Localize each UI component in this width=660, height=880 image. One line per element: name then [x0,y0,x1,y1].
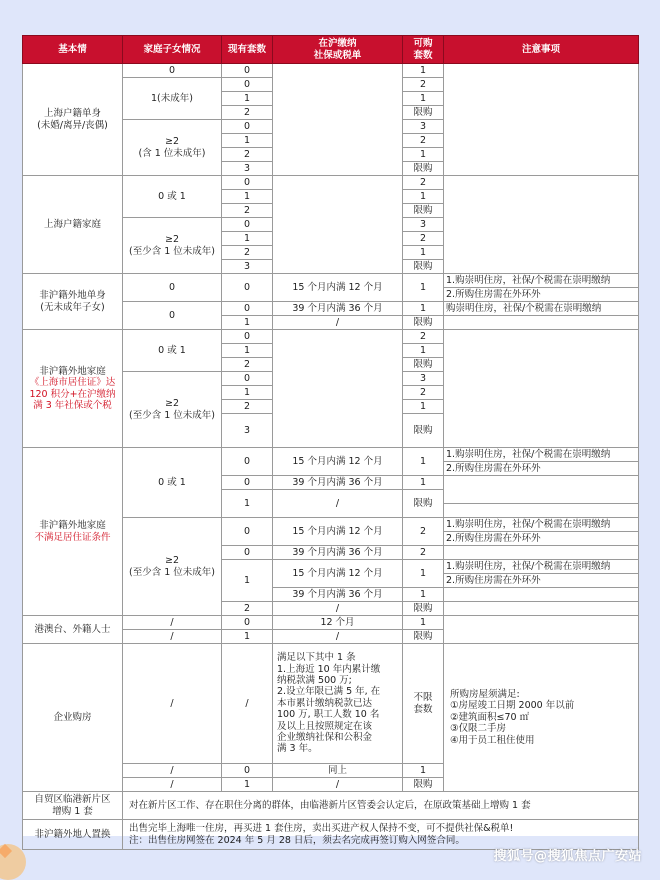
owned-cell: 1 [222,560,273,602]
table-row [23,274,639,288]
children-cell: ≥2 (含 1 位未成年) [123,120,222,176]
allow-cell: 1 [403,400,444,414]
allow-cell: 限购 [403,260,444,274]
allow-cell: 1 [403,616,444,630]
allow-cell: 2 [403,518,444,546]
notes-cell: 1.购崇明住房，社保/个税需在崇明缴纳 [444,274,639,288]
table-row [23,330,639,344]
allow-cell: 限购 [403,630,444,644]
social-cell-empty [273,64,403,176]
header-basic: 基本情 [23,36,123,64]
owned-cell: 1 [222,344,273,358]
owned-cell: 2 [222,602,273,616]
social-cell: 15 个月内满 12 个月 [273,560,403,588]
section-hk-foreign: 港澳台、外籍人士 [23,616,123,644]
notes-cell: 1.购崇明住房，社保/个税需在崇明缴纳 [444,448,639,462]
allow-cell: 1 [403,274,444,302]
section-sh-family: 上海户籍家庭 [23,176,123,274]
allow-cell: 1 [403,190,444,204]
owned-cell: 2 [222,400,273,414]
allow-cell: 1 [403,476,444,490]
social-cell: / [273,778,403,792]
owned-cell: 0 [222,176,273,190]
owned-cell: 0 [222,64,273,78]
children-cell: 0 或 1 [123,176,222,218]
owned-cell: 2 [222,246,273,260]
table-header [23,36,639,64]
allow-cell: 1 [403,246,444,260]
section-swap: 非沪籍外地人置换 [23,820,123,850]
allow-cell: 1 [403,448,444,476]
owned-cell: 0 [222,448,273,476]
social-cell-empty [273,330,403,448]
section-nonlocal-family-permit: 非沪籍外地家庭 《上海市居住证》达 120 积分+在沪缴纳 满 3 年社保或个税 [23,330,123,448]
children-cell: 1(未成年) [123,78,222,120]
children-cell: / [123,630,222,644]
allow-cell: 3 [403,120,444,134]
allow-cell: 1 [403,92,444,106]
owned-cell: 0 [222,546,273,560]
owned-cell: 3 [222,414,273,448]
notes-cell-empty [444,330,639,448]
owned-cell: 0 [222,764,273,778]
allow-cell: 限购 [403,490,444,518]
header-children: 家庭子女情况 [123,36,222,64]
allow-cell: 1 [403,302,444,316]
lingang-note: 对在新片区工作、存在职住分离的群体，由临港新片区管委会认定后，在原政策基础上增购 1 套 [123,792,639,820]
social-cell: / [273,630,403,644]
table-row [23,64,639,78]
notes-cell: 2.所购住房需在外环外 [444,462,639,476]
section-nonlocal-family-no-permit: 非沪籍外地家庭 不满足居住证条件 [23,448,123,616]
allow-cell: 3 [403,372,444,386]
owned-cell: 0 [222,330,273,344]
allow-cell: 不限 套数 [403,644,444,764]
allow-cell: 2 [403,330,444,344]
header-owned: 现有套数 [222,36,273,64]
notes-cell: 2.所购住房需在外环外 [444,574,639,588]
owned-cell: 0 [222,372,273,386]
social-cell: 15 个月内满 12 个月 [273,274,403,302]
notes-cell-empty [444,588,639,602]
allow-cell: 限购 [403,778,444,792]
section-nonlocal-single: 非沪籍外地单身 (无未成年子女) [23,274,123,330]
children-cell: 0 或 1 [123,330,222,372]
allow-cell: 2 [403,176,444,190]
header-notes: 注意事项 [444,36,639,64]
children-cell: / [123,778,222,792]
policy-sheet [22,35,638,846]
owned-cell: 1 [222,134,273,148]
notes-cell: 2.所购住房需在外环外 [444,532,639,546]
allow-cell: 限购 [403,602,444,616]
children-cell: 0 [123,302,222,330]
table-row [23,176,639,190]
owned-cell: 2 [222,106,273,120]
social-cell: 39 个月内满 36 个月 [273,588,403,602]
social-cell: / [273,602,403,616]
purchase-policy-table [22,35,639,850]
watermark-text: 搜狐号@搜狐焦点广安站 [493,849,642,864]
allow-cell: 2 [403,232,444,246]
notes-cell: 2.所购住房需在外环外 [444,288,639,302]
allow-cell: 限购 [403,204,444,218]
allow-cell: 限购 [403,316,444,330]
owned-cell: 1 [222,630,273,644]
allow-cell: 限购 [403,106,444,120]
allow-cell: 1 [403,148,444,162]
owned-cell: 0 [222,274,273,302]
section-enterprise: 企业购房 [23,644,123,792]
header-social: 在沪缴纳 社保或税单 [273,36,403,64]
children-cell: ≥2 (至少含 1 位未成年) [123,372,222,448]
social-cell: 同上 [273,764,403,778]
allow-cell: 2 [403,78,444,92]
owned-cell: 1 [222,490,273,518]
owned-cell: 0 [222,616,273,630]
social-cell: 39 个月内满 36 个月 [273,546,403,560]
children-cell: 0 [123,64,222,78]
owned-cell: 3 [222,260,273,274]
owned-cell: 1 [222,232,273,246]
notes-cell-empty [444,616,639,644]
allow-cell: 3 [403,218,444,232]
allow-cell: 限购 [403,414,444,448]
social-cell: 15 个月内满 12 个月 [273,448,403,476]
social-cell: 39 个月内满 36 个月 [273,302,403,316]
enterprise-conditions: 满足以下其中 1 条 1.上海近 10 年内累计缴 纳税款满 500 万; 2.设立年限已满 5 年, 在 本市累计缴纳税款已达 100 万, 职工人数 10 名 及以上且按照规定在该 企业缴纳社保和公积金 满 3 年。 [273,644,403,764]
notes-cell-empty [444,316,639,330]
allow-cell: 1 [403,344,444,358]
owned-cell: / [222,644,273,764]
swap-note: 出售完毕上海唯一住房，再买进 1 套住房，卖出买进产权人保持不变，可不提供社保&税单! 注：出售住房网签在 2024 年 5 月 28 日后，须去名完成再签订购入网签合同。 [123,820,639,850]
allow-cell: 1 [403,764,444,778]
social-cell: / [273,316,403,330]
table-row [23,644,639,764]
social-cell: 12 个月 [273,616,403,630]
allow-cell: 2 [403,546,444,560]
owned-cell: 0 [222,218,273,232]
owned-cell: 1 [222,386,273,400]
allow-cell: 限购 [403,162,444,176]
header-allow: 可购 套数 [403,36,444,64]
section-lingang: 自贸区临港新片区 增购 1 套 [23,792,123,820]
owned-cell: 1 [222,778,273,792]
children-cell: / [123,616,222,630]
section-sh-single: 上海户籍单身 (未婚/离异/丧偶) [23,64,123,176]
owned-cell: 1 [222,316,273,330]
children-cell: ≥2 (至少含 1 位未成年) [123,518,222,616]
allow-cell: 1 [403,560,444,588]
owned-cell: 1 [222,92,273,106]
notes-cell-empty [444,64,639,176]
owned-cell: 0 [222,302,273,316]
notes-cell-empty [444,546,639,560]
notes-cell-empty [444,476,639,504]
table-row [23,616,639,630]
allow-cell: 2 [403,386,444,400]
owned-cell: 2 [222,148,273,162]
social-cell: 39 个月内满 36 个月 [273,476,403,490]
notes-cell: 1.购崇明住房，社保/个税需在崇明缴纳 [444,518,639,532]
children-cell: / [123,644,222,764]
allow-cell: 1 [403,588,444,602]
owned-cell: 0 [222,518,273,546]
owned-cell: 0 [222,476,273,490]
notes-cell-empty [444,176,639,274]
owned-cell: 0 [222,78,273,92]
social-cell: 15 个月内满 12 个月 [273,518,403,546]
notes-cell-empty [444,504,639,518]
allow-cell: 2 [403,134,444,148]
social-cell-empty [273,176,403,274]
enterprise-requirements: 所购房屋须满足: ①房屋竣工日期 2000 年以前 ②建筑面积≤70 ㎡ ③仅限二手房 ④用于员工租住使用 [444,644,639,792]
notes-cell: 购崇明住房，社保/个税需在崇明缴纳 [444,302,639,316]
table-row [23,448,639,462]
allow-cell: 限购 [403,358,444,372]
children-cell: / [123,764,222,778]
children-cell: 0 [123,274,222,302]
children-cell: 0 或 1 [123,448,222,518]
owned-cell: 2 [222,204,273,218]
table-row [23,792,639,820]
owned-cell: 3 [222,162,273,176]
notes-cell: 1.购崇明住房，社保/个税需在崇明缴纳 [444,560,639,574]
children-cell: ≥2 (至少含 1 位未成年) [123,218,222,274]
allow-cell: 1 [403,64,444,78]
social-cell: / [273,490,403,518]
notes-cell-empty [444,602,639,616]
owned-cell: 1 [222,190,273,204]
owned-cell: 0 [222,120,273,134]
owned-cell: 2 [222,358,273,372]
